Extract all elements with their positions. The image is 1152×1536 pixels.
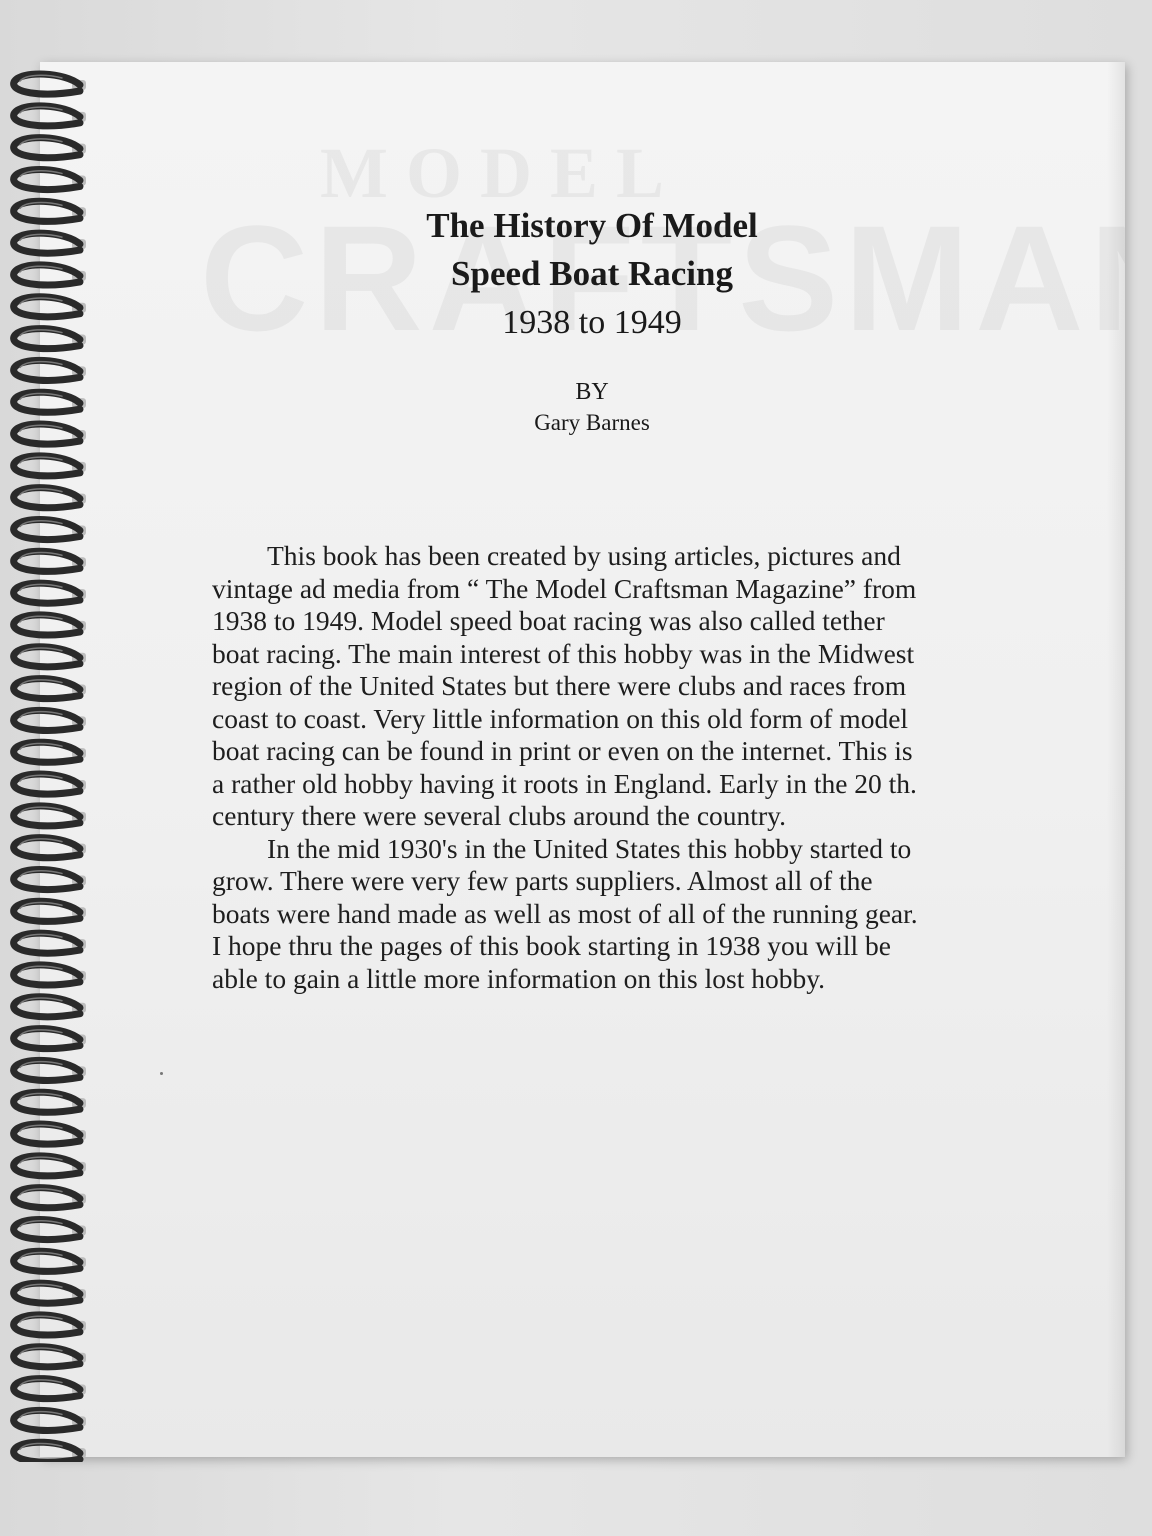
binding-loop <box>14 233 86 253</box>
binding-loop <box>14 901 86 921</box>
paragraph-line: boats were hand made as well as most of all of the running gear. <box>212 897 918 929</box>
binding-loop <box>14 456 86 476</box>
binding-loop <box>14 1251 86 1271</box>
binding-loop <box>14 1092 86 1112</box>
binding-loop <box>14 1188 86 1208</box>
paragraph-line: boat racing. The main interest of this hobby was in the Midwest <box>212 637 915 669</box>
binding-loop <box>14 488 86 508</box>
paragraph-line: region of the United States but there were clubs and races from <box>212 670 907 701</box>
binding-loop <box>14 1283 86 1303</box>
binding-loop <box>14 838 86 858</box>
title-block <box>40 202 1125 438</box>
binding-loop <box>14 933 86 953</box>
binding-loop <box>14 1060 86 1080</box>
paragraph-line: 1938 to 1949. Model speed boat racing was also called tether <box>212 605 885 636</box>
paragraph-line: a rather old hobby having it roots in England. Early in the 20 th. <box>212 767 917 799</box>
binding-loop <box>14 679 86 699</box>
paragraph-line: coast to coast. Very little information on this old form of model <box>212 702 909 734</box>
binding-loop <box>14 551 86 571</box>
paragraph-line: grow. There were very few parts suppliers. Almost all of the <box>212 865 873 896</box>
spiral-binding <box>0 62 100 1462</box>
binding-loop <box>14 297 86 317</box>
binding-loop <box>14 265 86 285</box>
binding-loop <box>14 615 86 635</box>
paragraph-line: boat racing can be found in print or even on the internet. This is <box>212 735 913 766</box>
binding-loop <box>14 1379 86 1399</box>
binding-loop <box>14 774 86 794</box>
binding-loop <box>14 742 86 762</box>
binding-loop <box>14 138 86 158</box>
title-line-2: Speed Boat Racing <box>451 254 733 293</box>
paragraph-line: vintage ad media from “ The Model Craftsman Magazine” from <box>212 572 917 604</box>
title-line-1: The History Of Model <box>426 206 758 245</box>
paragraph-line: In the mid 1930's in the United States this hobby started to <box>212 832 912 864</box>
byline-label: BY <box>575 379 609 405</box>
binding-loop <box>14 519 86 539</box>
binding-loop <box>14 869 86 889</box>
binding-loop <box>14 997 86 1017</box>
binding-loop <box>14 1442 86 1462</box>
introduction-paragraph <box>212 540 1042 995</box>
book-page <box>40 62 1125 1457</box>
author-name: Gary Barnes <box>534 410 650 435</box>
paper-speck <box>160 1072 163 1075</box>
paragraph-line: century there were several clubs around the country. <box>212 800 786 831</box>
binding-loop <box>14 329 86 349</box>
paragraph-line: able to gain a little more information on this lost hobby. <box>212 962 826 994</box>
binding-loop <box>14 806 86 826</box>
paragraph-line: I hope thru the pages of this book starting in 1938 you will be <box>212 930 892 961</box>
binding-loop <box>14 583 86 603</box>
binding-loop <box>14 169 86 189</box>
binding-loop <box>14 1029 86 1049</box>
binding-loop <box>14 1315 86 1335</box>
paragraph-line: This book has been created by using articles, pictures and <box>212 540 901 571</box>
binding-loop <box>14 360 86 380</box>
binding-loop <box>14 1219 86 1239</box>
binding-loop <box>14 710 86 730</box>
binding-loop <box>14 74 86 94</box>
binding-loop <box>14 392 86 412</box>
binding-loop <box>14 1124 86 1144</box>
binding-loop <box>14 647 86 667</box>
binding-loop <box>14 106 86 126</box>
binding-loop <box>14 201 86 221</box>
binding-loop <box>14 965 86 985</box>
title-years: 1938 to 1949 <box>502 304 682 341</box>
binding-loop <box>14 1347 86 1367</box>
binding-loop <box>14 1156 86 1176</box>
binding-loop <box>14 1410 86 1430</box>
binding-loop <box>14 424 86 444</box>
